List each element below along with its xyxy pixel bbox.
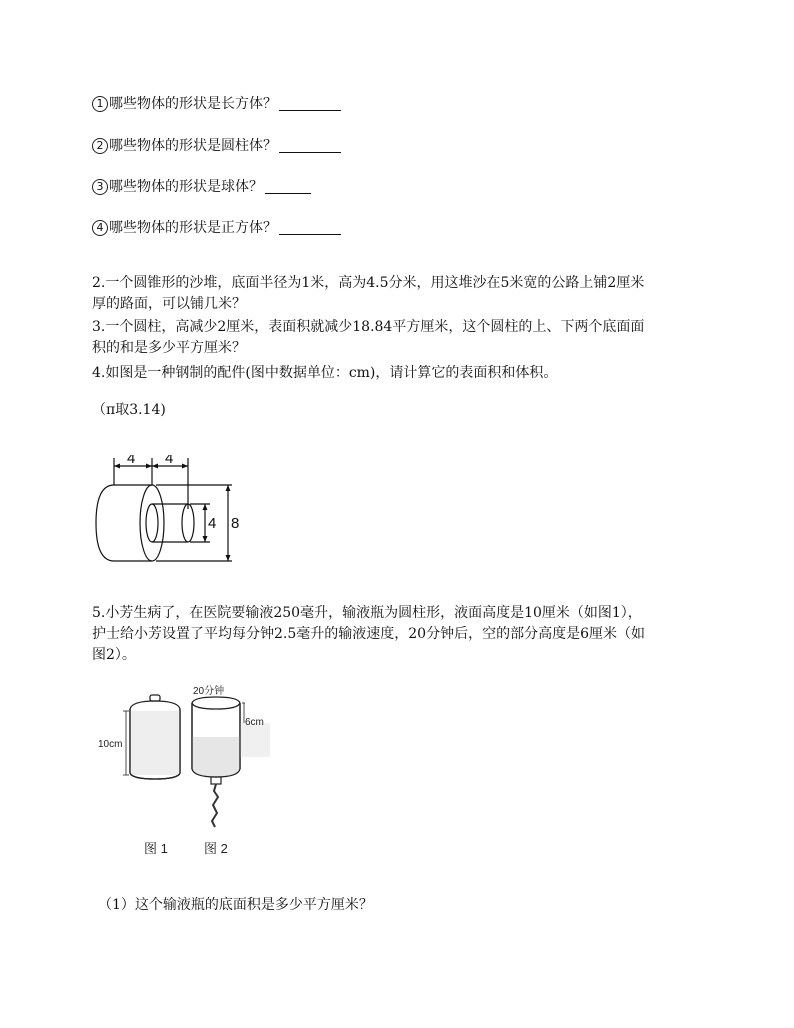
circled-number: 2 (92, 138, 108, 154)
fitting-diagram (92, 455, 242, 570)
answer-blank[interactable] (279, 220, 341, 235)
height-label-6cm: 6cm (245, 717, 264, 728)
caption-figure-2: 图 2 (204, 841, 228, 856)
question-5-line-1: 5.小芳生病了，在医院要输液250毫升，输液瓶为圆柱形，液面高度是10厘米（如图1）， (92, 605, 642, 621)
elapsed-time-label: 20分钟 (193, 686, 225, 697)
answer-blank[interactable] (279, 138, 341, 153)
iv-bottle-diagram (92, 685, 282, 860)
dim-label-left: 4 (127, 455, 136, 467)
height-label-10cm: 10cm (98, 739, 123, 750)
question-4 (92, 363, 702, 384)
q1-item-text: 哪些物体的形状是长方体？ (109, 96, 277, 112)
question-3-line-2: 积的和是多少平方厘米？ (92, 340, 246, 356)
dim-label-small-diameter: 4 (208, 515, 217, 532)
dim-label-big-diameter: 8 (231, 515, 240, 532)
circled-number: 3 (92, 179, 108, 195)
question-3 (92, 317, 702, 359)
q1-item-text: 哪些物体的形状是球体？ (109, 179, 263, 195)
question-2 (92, 273, 702, 315)
circled-number: 4 (92, 220, 108, 236)
q1-item-1 (92, 94, 341, 114)
question-5-line-2: 护士给小芳设置了平均每分钟2.5毫升的输液速度，20分钟后，空的部分高度是6厘米（如 (92, 626, 645, 642)
q1-item-3 (92, 177, 311, 197)
iv-bottle-figure (92, 685, 282, 860)
pi-note (92, 400, 702, 421)
answer-blank[interactable] (265, 179, 311, 194)
dim-label-right: 4 (165, 455, 174, 467)
circled-number: 1 (92, 96, 108, 112)
answer-blank[interactable] (279, 96, 341, 111)
question-5 (92, 603, 702, 666)
question-3-line-1: 3.一个圆柱，高减少2厘米，表面积就减少18.84平方厘米，这个圆柱的上、下两个底面面 (92, 319, 645, 335)
caption-figure-1: 图 1 (144, 841, 168, 856)
q1-item-text: 哪些物体的形状是圆柱体？ (109, 138, 277, 154)
pi-note-text: （π取3.14) (92, 402, 166, 418)
question-5-line-3: 图2）。 (92, 647, 136, 663)
question-2-line-1: 2.一个圆锥形的沙堆，底面半径为1米，高为4.5分米，用这堆沙在5米宽的公路上铺2厘米 (92, 275, 645, 291)
q1-item-2 (92, 136, 341, 156)
question-5-sub-1: （1）这个输液瓶的底面积是多少平方厘米？ (98, 897, 373, 913)
fitting-figure (92, 455, 242, 570)
q1-item-4 (92, 218, 341, 238)
question-4-line-1: 4.如图是一种钢制的配件(图中数据单位：cm)，请计算它的表面积和体积。 (92, 365, 558, 381)
q1-item-text: 哪些物体的形状是正方体？ (109, 220, 277, 236)
question-2-line-2: 厚的路面，可以铺几米？ (92, 296, 246, 312)
